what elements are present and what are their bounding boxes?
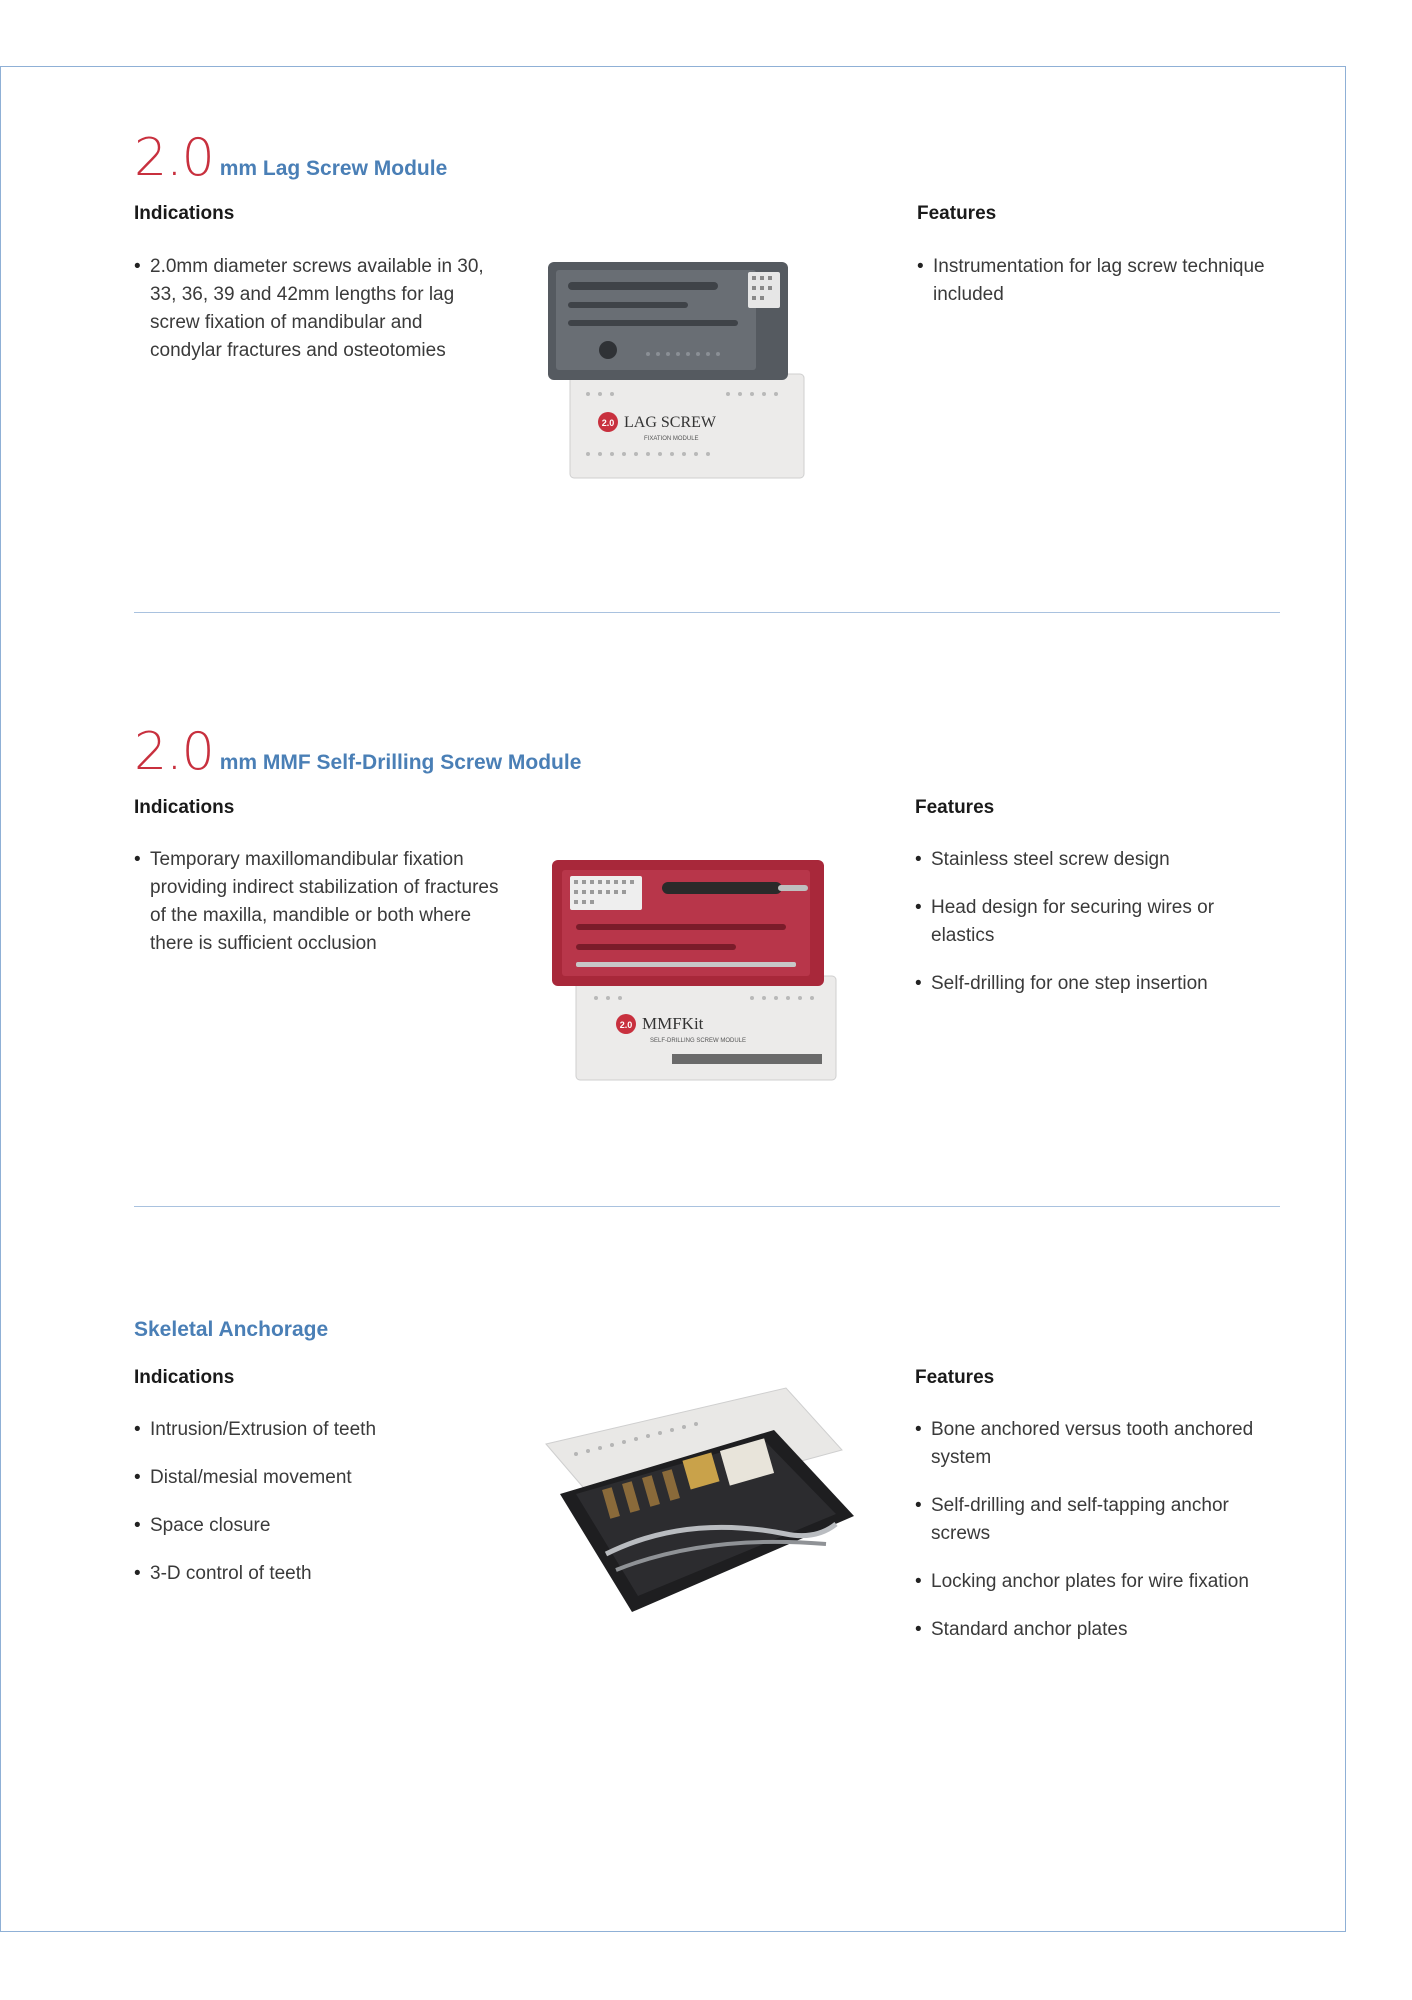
list-item: • Standard anchor plates <box>915 1616 1275 1644</box>
section-divider <box>134 612 1280 613</box>
mmf-module-photo <box>552 852 848 1086</box>
section-divider <box>134 1206 1280 1207</box>
module-lid <box>576 976 836 1080</box>
features-heading: Features <box>915 797 995 818</box>
section-title <box>134 722 581 782</box>
module-sublabel: FIXATION MODULE <box>644 436 699 442</box>
list-item: • Head design for securing wires or elastics <box>915 894 1215 950</box>
list-item: • Intrusion/Extrusion of teeth <box>134 1416 454 1444</box>
module-label: MMFKit <box>642 1014 704 1033</box>
features-heading: Features <box>915 1367 995 1388</box>
section-title: Skeletal Anchorage <box>134 1318 329 1341</box>
list-item: • Self-drilling for one step insertion <box>915 970 1215 998</box>
list-item: • Temporary maxillomandibular fixation providing indirect stabilization of fractures of the maxilla, mandible or both where there is sufficient occlusion <box>134 846 504 958</box>
lag-screw-module-photo <box>548 254 810 486</box>
list-item: • Self-drilling and self-tapping anchor screws <box>915 1492 1275 1548</box>
title-number: 2.0 <box>134 128 214 188</box>
features-heading: Features <box>917 203 997 224</box>
indications-list <box>134 1416 454 1608</box>
section-title <box>134 128 447 188</box>
list-item: • Locking anchor plates for wire fixation <box>915 1568 1275 1596</box>
list-item: • 2.0mm diameter screws available in 30, 33, 36, 39 and 42mm lengths for lag screw fixation of mandibular and condylar fractures and osteotomies <box>134 253 494 365</box>
indications-heading: Indications <box>134 203 235 224</box>
title-number: 2.0 <box>134 722 214 782</box>
title-text: mm MMF Self-Drilling Screw Module <box>219 751 582 774</box>
indications-list <box>134 253 494 365</box>
features-list <box>915 1416 1275 1664</box>
list-item: • Space closure <box>134 1512 454 1540</box>
list-item: • Stainless steel screw design <box>915 846 1215 874</box>
features-list <box>917 253 1287 309</box>
title-text: mm Lag Screw Module <box>219 157 448 180</box>
module-sublabel: SELF-DRILLING SCREW MODULE <box>650 1038 747 1044</box>
list-item: • Instrumentation for lag screw technique included <box>917 253 1287 309</box>
badge-text: 2.0 <box>619 1020 633 1030</box>
indications-list <box>134 846 504 958</box>
badge-text: 2.0 <box>601 418 615 428</box>
list-item: • Bone anchored versus tooth anchored system <box>915 1416 1275 1472</box>
module-label: LAG SCREW <box>624 414 716 431</box>
list-item: • Distal/mesial movement <box>134 1464 454 1492</box>
features-list <box>915 846 1215 1018</box>
indications-heading: Indications <box>134 1367 235 1388</box>
skeletal-anchorage-photo <box>536 1384 866 1624</box>
indications-heading: Indications <box>134 797 235 818</box>
list-item: • 3-D control of teeth <box>134 1560 454 1588</box>
